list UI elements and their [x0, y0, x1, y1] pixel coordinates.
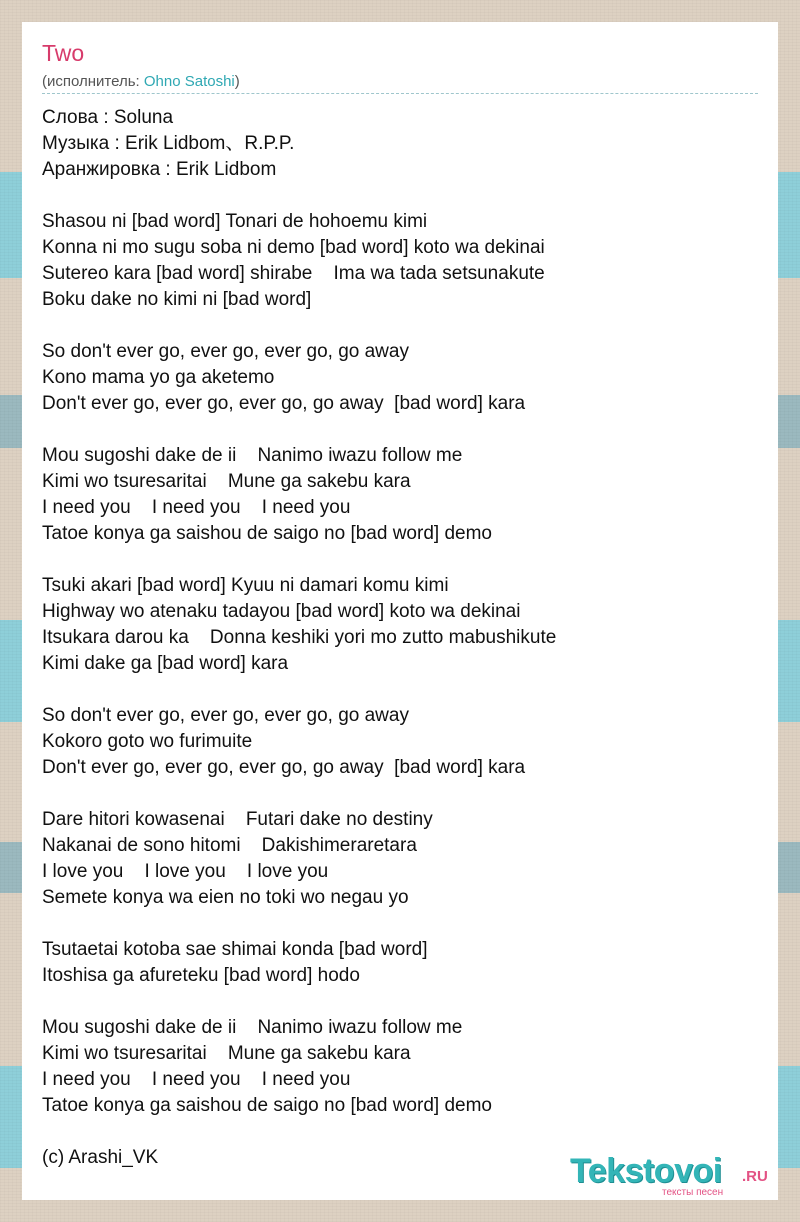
- artist-prefix: (исполнитель:: [42, 73, 144, 90]
- lyrics-card: [22, 22, 778, 1200]
- lyrics-blank-line: [42, 781, 762, 807]
- lyrics-line: Tatoe konya ga saishou de saigo no [bad word] demo: [42, 523, 492, 544]
- lyrics-blank-line: [42, 677, 762, 703]
- lyrics-line: Nakanai de sono hitomi Dakishimeraretara: [42, 835, 417, 856]
- lyrics-line: Kimi wo tsuresaritai Mune ga sakebu kara: [42, 471, 411, 492]
- lyrics-line: Mou sugoshi dake de ii Nanimo iwazu follow me: [42, 1017, 463, 1038]
- artist-link[interactable]: Ohno Satoshi: [143, 73, 235, 90]
- lyrics-blank-line: [42, 989, 762, 1015]
- artist-line: [42, 73, 240, 90]
- logo-tagline: тексты песен: [662, 1187, 724, 1198]
- artist-suffix: ): [234, 73, 240, 90]
- lyrics-line: I love you I love you I love you: [42, 861, 329, 882]
- lyrics-line: Don't ever go, ever go, ever go, go away [bad word] kara: [42, 757, 526, 778]
- lyrics-line: Kokoro goto wo furimuite: [42, 731, 253, 752]
- lyrics-line: So don't ever go, ever go, ever go, go away: [42, 705, 409, 726]
- lyrics-line: So don't ever go, ever go, ever go, go away: [42, 341, 409, 362]
- lyrics-line: Itsukara darou ka Donna keshiki yori mo zutto mabushikute: [42, 627, 557, 648]
- lyrics-blank-line: [42, 1119, 762, 1145]
- lyrics-line: Itoshisa ga afureteku [bad word] hodo: [42, 965, 360, 986]
- lyrics-line: Shasou ni [bad word] Tonari de hohoemu kimi: [42, 211, 428, 232]
- lyrics-line: Konna ni mo sugu soba ni demo [bad word] koto wa dekinai: [42, 237, 545, 258]
- lyrics-blank-line: [42, 183, 762, 209]
- lyrics-line: Highway wo atenaku tadayou [bad word] koto wa dekinai: [42, 601, 521, 622]
- logo-tld: .RU: [742, 1168, 768, 1185]
- lyrics-line: Kimi dake ga [bad word] kara: [42, 653, 289, 674]
- logo-name: Tekstovoi: [570, 1152, 722, 1190]
- lyrics-line: Mou sugoshi dake de ii Nanimo iwazu follow me: [42, 445, 463, 466]
- lyrics-blank-line: [42, 911, 762, 937]
- site-logo[interactable]: [570, 1152, 780, 1202]
- song-title: Two: [42, 40, 85, 66]
- lyrics-line: Kimi wo tsuresaritai Mune ga sakebu kara: [42, 1043, 411, 1064]
- lyrics-line: I need you I need you I need you: [42, 497, 351, 518]
- lyrics-line: Kono mama yo ga aketemo: [42, 367, 275, 388]
- lyrics-line: Tatoe konya ga saishou de saigo no [bad word] demo: [42, 1095, 492, 1116]
- lyrics-line: Boku dake no kimi ni [bad word]: [42, 289, 312, 310]
- lyrics-line: Tsuki akari [bad word] Kyuu ni damari komu kimi: [42, 575, 449, 596]
- dashed-divider: [42, 93, 758, 94]
- lyrics-line: Слова : Soluna: [42, 107, 174, 128]
- lyrics-line: Sutereo kara [bad word] shirabe Ima wa tada setsunakute: [42, 263, 545, 284]
- lyrics-text: [42, 105, 762, 1171]
- lyrics-line: Semete konya wa eien no toki wo negau yo: [42, 887, 409, 908]
- lyrics-line: Don't ever go, ever go, ever go, go away [bad word] kara: [42, 393, 526, 414]
- lyrics-blank-line: [42, 547, 762, 573]
- lyrics-blank-line: [42, 417, 762, 443]
- lyrics-line: Tsutaetai kotoba sae shimai konda [bad word]: [42, 939, 428, 960]
- lyrics-line: Аранжировка : Erik Lidbom: [42, 159, 277, 180]
- lyrics-line: Dare hitori kowasenai Futari dake no destiny: [42, 809, 433, 830]
- lyrics-blank-line: [42, 313, 762, 339]
- lyrics-line: (c) Arashi_VK: [42, 1147, 159, 1168]
- lyrics-line: I need you I need you I need you: [42, 1069, 351, 1090]
- lyrics-line: Музыка : Erik Lidbom、R.P.P.: [42, 133, 295, 154]
